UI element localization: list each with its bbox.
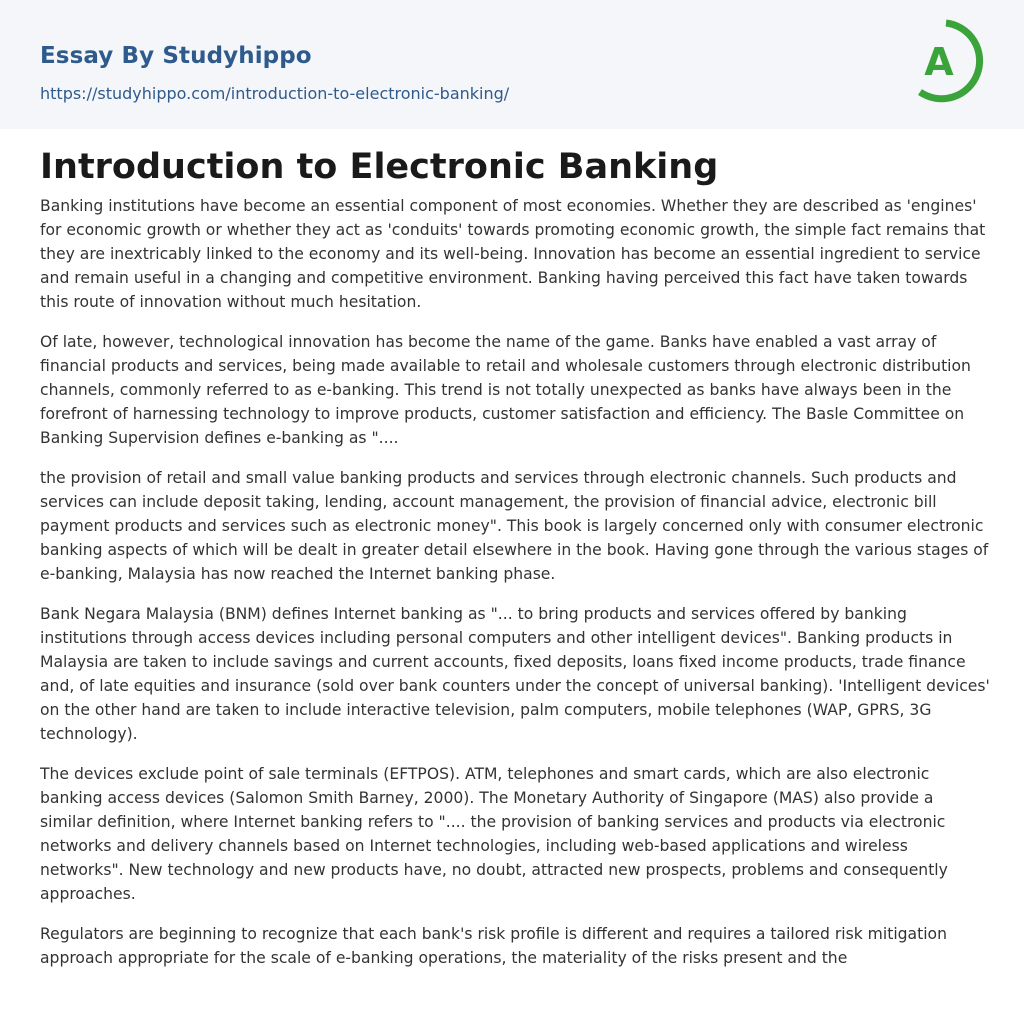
essay-paragraph: Regulators are beginning to recognize that each bank's risk profile is different and requires a tailored risk mitigation approach appropriate for the scale of e-banking operations, the materiality of the risks present and the [40, 925, 947, 967]
page-url-link[interactable]: https://studyhippo.com/introduction-to-electronic-banking/ [40, 84, 510, 103]
essay-paragraph: The devices exclude point of sale terminals (EFTPOS). ATM, telephones and smart cards, which are also electronic banking access devices (Salomon Smith Barney, 2000). The Monetary Authority of Singapore (MAS) also provide a similar definition, where Internet banking refers to ".... the provision of banking services and products via electronic networks and delivery channels based on Internet technologies, including web-based applications and wireless networks". New technology and new products have, no doubt, attracted new prospects, problems and consequently approaches. [40, 765, 948, 903]
studyhippo-logo-icon[interactable] [912, 18, 988, 106]
essay-paragraph: Bank Negara Malaysia (BNM) defines Internet banking as "... to bring products and services offered by banking institutions through access devices including personal computers and other intelligent devices". Banking products in Malaysia are taken to include savings and current accounts, fixed deposits, loans fixed income products, trade finance and, of late equities and insurance (sold over bank counters under the concept of universal banking). 'Intelligent devices' on the other hand are taken to include interactive television, palm computers, mobile telephones (WAP, GPRS, 3G technology). [40, 605, 990, 743]
essay-paragraph: the provision of retail and small value banking products and services through electronic channels. Such products and services can include deposit taking, lending, account management, the provision of financial advice, electronic bill payment products and services such as electronic money". This book is largely concerned only with consumer electronic banking aspects of which will be dealt in greater detail elsewhere in the book. Having gone through the various stages of e-banking, Malaysia has now reached the Internet banking phase. [40, 469, 989, 583]
essay-paragraph: Of late, however, technological innovation has become the name of the game. Banks have enabled a vast array of financial products and services, being made available to retail and wholesale customers through electronic distribution channels, commonly referred to as e-banking. This trend is not totally unexpected as banks have always been in the forefront of harnessing technology to improve products, customer satisfaction and efficiency. The Basle Committee on Banking Supervision defines e-banking as ".... [40, 333, 971, 447]
site-header [0, 0, 1024, 129]
site-brand[interactable]: Essay By Studyhippo [40, 43, 312, 69]
essay-body [40, 194, 990, 986]
essay-paragraph: Banking institutions have become an essential component of most economies. Whether they are described as 'engines' for economic growth or whether they act as 'conduits' towards promoting economic growth, the simple fact remains that they are inextricably linked to the economy and its well-being. Innovation has become an essential ingredient to service and remain useful in a changing and competitive environment. Banking having perceived this fact have taken towards this route of innovation without much hesitation. [40, 197, 986, 311]
page-title: Introduction to Electronic Banking [40, 147, 719, 187]
logo-letter: A [924, 40, 954, 84]
